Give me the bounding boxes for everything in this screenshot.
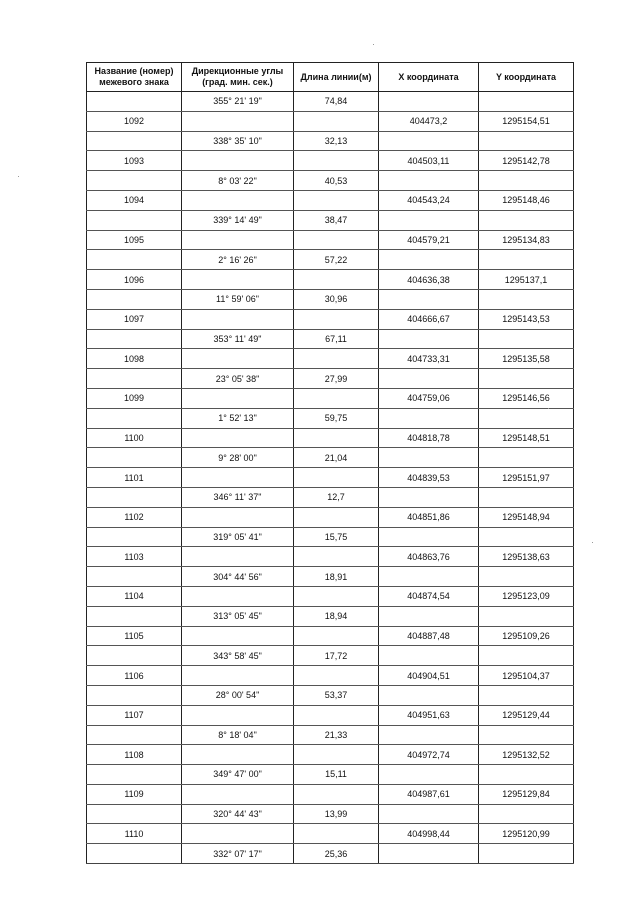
cell-length: 21,04 bbox=[294, 448, 379, 468]
cell-x bbox=[379, 92, 479, 112]
cell-angle bbox=[182, 190, 294, 210]
cell-length bbox=[294, 190, 379, 210]
cell-y: 1295138,63 bbox=[479, 547, 574, 567]
table-row bbox=[87, 250, 574, 270]
cell-name: 1102 bbox=[87, 507, 182, 527]
cell-length bbox=[294, 270, 379, 290]
cell-x bbox=[379, 725, 479, 745]
table-row bbox=[87, 309, 574, 329]
cell-y: 1295132,52 bbox=[479, 745, 574, 765]
cell-y: 1295134,83 bbox=[479, 230, 574, 250]
header-y: Y координата bbox=[479, 63, 574, 92]
cell-name bbox=[87, 606, 182, 626]
table-row bbox=[87, 626, 574, 646]
cell-length: 13,99 bbox=[294, 804, 379, 824]
scan-speck bbox=[548, 408, 549, 409]
cell-name: 1103 bbox=[87, 547, 182, 567]
cell-angle: 313° 05' 45" bbox=[182, 606, 294, 626]
table-row bbox=[87, 567, 574, 587]
cell-y bbox=[479, 725, 574, 745]
cell-angle: 332° 07' 17" bbox=[182, 844, 294, 864]
cell-name: 1095 bbox=[87, 230, 182, 250]
cell-x bbox=[379, 250, 479, 270]
cell-angle bbox=[182, 428, 294, 448]
table-row bbox=[87, 685, 574, 705]
table-row bbox=[87, 844, 574, 864]
cell-angle: 355° 21' 19" bbox=[182, 92, 294, 112]
cell-length: 12,7 bbox=[294, 487, 379, 507]
cell-name: 1108 bbox=[87, 745, 182, 765]
table-row bbox=[87, 804, 574, 824]
cell-x bbox=[379, 487, 479, 507]
cell-angle bbox=[182, 270, 294, 290]
cell-name: 1096 bbox=[87, 270, 182, 290]
table-body bbox=[87, 92, 574, 864]
scan-speck bbox=[373, 44, 374, 45]
cell-y: 1295151,97 bbox=[479, 468, 574, 488]
cell-angle: 1° 52' 13" bbox=[182, 408, 294, 428]
cell-x bbox=[379, 765, 479, 785]
cell-y: 1295148,94 bbox=[479, 507, 574, 527]
cell-name: 1109 bbox=[87, 784, 182, 804]
boundary-coordinates-table bbox=[86, 62, 574, 864]
cell-name bbox=[87, 131, 182, 151]
table-row bbox=[87, 111, 574, 131]
table-row bbox=[87, 369, 574, 389]
cell-y bbox=[479, 250, 574, 270]
cell-name bbox=[87, 646, 182, 666]
table-row bbox=[87, 765, 574, 785]
cell-y bbox=[479, 289, 574, 309]
cell-angle: 349° 47' 00" bbox=[182, 765, 294, 785]
cell-y: 1295148,51 bbox=[479, 428, 574, 448]
table-row bbox=[87, 586, 574, 606]
cell-angle: 28° 00' 54" bbox=[182, 685, 294, 705]
cell-name: 1099 bbox=[87, 388, 182, 408]
table-header-row bbox=[87, 63, 574, 92]
cell-length bbox=[294, 468, 379, 488]
cell-angle bbox=[182, 745, 294, 765]
cell-length: 40,53 bbox=[294, 171, 379, 191]
table-row bbox=[87, 349, 574, 369]
cell-y bbox=[479, 329, 574, 349]
cell-length: 18,91 bbox=[294, 567, 379, 587]
cell-angle bbox=[182, 547, 294, 567]
cell-x: 404636,38 bbox=[379, 270, 479, 290]
cell-angle: 8° 18' 04" bbox=[182, 725, 294, 745]
cell-name: 1097 bbox=[87, 309, 182, 329]
cell-name bbox=[87, 487, 182, 507]
cell-angle bbox=[182, 626, 294, 646]
cell-x bbox=[379, 289, 479, 309]
cell-y bbox=[479, 171, 574, 191]
cell-length: 25,36 bbox=[294, 844, 379, 864]
cell-y: 1295129,44 bbox=[479, 705, 574, 725]
cell-x: 404998,44 bbox=[379, 824, 479, 844]
cell-y: 1295104,37 bbox=[479, 666, 574, 686]
cell-length: 17,72 bbox=[294, 646, 379, 666]
table-row bbox=[87, 270, 574, 290]
cell-length: 18,94 bbox=[294, 606, 379, 626]
table-row bbox=[87, 151, 574, 171]
cell-length: 30,96 bbox=[294, 289, 379, 309]
table-row bbox=[87, 171, 574, 191]
cell-angle: 8° 03' 22" bbox=[182, 171, 294, 191]
cell-angle: 338° 35' 10" bbox=[182, 131, 294, 151]
cell-name bbox=[87, 250, 182, 270]
cell-angle: 9° 28' 00" bbox=[182, 448, 294, 468]
cell-y bbox=[479, 448, 574, 468]
cell-x bbox=[379, 369, 479, 389]
cell-y: 1295137,1 bbox=[479, 270, 574, 290]
cell-y: 1295142,78 bbox=[479, 151, 574, 171]
cell-length bbox=[294, 507, 379, 527]
table-row bbox=[87, 289, 574, 309]
cell-angle bbox=[182, 824, 294, 844]
cell-angle bbox=[182, 388, 294, 408]
cell-y: 1295109,26 bbox=[479, 626, 574, 646]
cell-name bbox=[87, 92, 182, 112]
cell-name: 1105 bbox=[87, 626, 182, 646]
table-row bbox=[87, 527, 574, 547]
scan-speck bbox=[18, 176, 19, 177]
cell-angle: 2° 16' 26" bbox=[182, 250, 294, 270]
cell-length: 32,13 bbox=[294, 131, 379, 151]
cell-x: 404503,11 bbox=[379, 151, 479, 171]
table-row bbox=[87, 190, 574, 210]
cell-y bbox=[479, 765, 574, 785]
cell-angle: 23° 05' 38" bbox=[182, 369, 294, 389]
cell-y bbox=[479, 567, 574, 587]
cell-y: 1295143,53 bbox=[479, 309, 574, 329]
cell-x: 404759,06 bbox=[379, 388, 479, 408]
cell-name: 1101 bbox=[87, 468, 182, 488]
cell-name bbox=[87, 567, 182, 587]
cell-y bbox=[479, 606, 574, 626]
cell-x bbox=[379, 131, 479, 151]
header-angle: Дирекционные углы (град. мин. сек.) bbox=[182, 63, 294, 92]
cell-angle bbox=[182, 309, 294, 329]
cell-x bbox=[379, 685, 479, 705]
cell-angle: 339° 14' 49" bbox=[182, 210, 294, 230]
header-x: X координата bbox=[379, 63, 479, 92]
cell-length bbox=[294, 626, 379, 646]
cell-length: 15,75 bbox=[294, 527, 379, 547]
cell-length bbox=[294, 428, 379, 448]
cell-y bbox=[479, 527, 574, 547]
cell-name bbox=[87, 804, 182, 824]
table-row bbox=[87, 487, 574, 507]
cell-y bbox=[479, 408, 574, 428]
cell-angle bbox=[182, 666, 294, 686]
cell-name bbox=[87, 448, 182, 468]
cell-y bbox=[479, 92, 574, 112]
cell-name bbox=[87, 685, 182, 705]
cell-x: 404851,86 bbox=[379, 507, 479, 527]
cell-length bbox=[294, 824, 379, 844]
cell-name: 1100 bbox=[87, 428, 182, 448]
cell-angle bbox=[182, 111, 294, 131]
cell-x bbox=[379, 408, 479, 428]
table-row bbox=[87, 606, 574, 626]
cell-angle bbox=[182, 349, 294, 369]
cell-y bbox=[479, 369, 574, 389]
cell-name: 1106 bbox=[87, 666, 182, 686]
cell-x: 404839,53 bbox=[379, 468, 479, 488]
cell-name: 1093 bbox=[87, 151, 182, 171]
cell-name: 1104 bbox=[87, 586, 182, 606]
cell-length: 57,22 bbox=[294, 250, 379, 270]
cell-angle: 11° 59' 06" bbox=[182, 289, 294, 309]
table-row bbox=[87, 329, 574, 349]
cell-x: 404972,74 bbox=[379, 745, 479, 765]
cell-angle: 353° 11' 49" bbox=[182, 329, 294, 349]
cell-name: 1092 bbox=[87, 111, 182, 131]
table-row bbox=[87, 210, 574, 230]
table-row bbox=[87, 547, 574, 567]
cell-name bbox=[87, 765, 182, 785]
table-row bbox=[87, 428, 574, 448]
cell-length bbox=[294, 309, 379, 329]
cell-y: 1295154,51 bbox=[479, 111, 574, 131]
cell-x: 404874,54 bbox=[379, 586, 479, 606]
cell-length bbox=[294, 547, 379, 567]
cell-name bbox=[87, 171, 182, 191]
cell-name bbox=[87, 329, 182, 349]
cell-angle bbox=[182, 784, 294, 804]
cell-name bbox=[87, 725, 182, 745]
cell-length bbox=[294, 586, 379, 606]
cell-length bbox=[294, 349, 379, 369]
header-name: Название (номер) межевого знака bbox=[87, 63, 182, 92]
cell-name bbox=[87, 844, 182, 864]
cell-angle bbox=[182, 230, 294, 250]
table-row bbox=[87, 646, 574, 666]
cell-angle: 320° 44' 43" bbox=[182, 804, 294, 824]
cell-name: 1107 bbox=[87, 705, 182, 725]
cell-y bbox=[479, 131, 574, 151]
cell-name bbox=[87, 210, 182, 230]
cell-length bbox=[294, 705, 379, 725]
cell-y bbox=[479, 487, 574, 507]
cell-y bbox=[479, 210, 574, 230]
cell-length bbox=[294, 745, 379, 765]
bottom-rule bbox=[86, 863, 573, 864]
cell-length bbox=[294, 111, 379, 131]
cell-length bbox=[294, 151, 379, 171]
cell-length bbox=[294, 784, 379, 804]
cell-x bbox=[379, 527, 479, 547]
cell-y: 1295135,58 bbox=[479, 349, 574, 369]
table-row bbox=[87, 705, 574, 725]
cell-name bbox=[87, 527, 182, 547]
cell-x: 404666,67 bbox=[379, 309, 479, 329]
cell-angle bbox=[182, 468, 294, 488]
cell-y: 1295129,84 bbox=[479, 784, 574, 804]
cell-length: 59,75 bbox=[294, 408, 379, 428]
table-row bbox=[87, 230, 574, 250]
cell-name: 1110 bbox=[87, 824, 182, 844]
cell-x bbox=[379, 804, 479, 824]
cell-y bbox=[479, 804, 574, 824]
cell-x: 404887,48 bbox=[379, 626, 479, 646]
cell-name bbox=[87, 369, 182, 389]
cell-name bbox=[87, 408, 182, 428]
cell-angle: 319° 05' 41" bbox=[182, 527, 294, 547]
cell-x: 404473,2 bbox=[379, 111, 479, 131]
table-row bbox=[87, 745, 574, 765]
table-row bbox=[87, 784, 574, 804]
cell-length: 67,11 bbox=[294, 329, 379, 349]
cell-angle: 346° 11' 37" bbox=[182, 487, 294, 507]
cell-name: 1094 bbox=[87, 190, 182, 210]
cell-length: 15,11 bbox=[294, 765, 379, 785]
cell-x bbox=[379, 606, 479, 626]
cell-y: 1295148,46 bbox=[479, 190, 574, 210]
cell-y: 1295120,99 bbox=[479, 824, 574, 844]
header-length: Длина линии(м) bbox=[294, 63, 379, 92]
cell-angle bbox=[182, 151, 294, 171]
cell-x: 404904,51 bbox=[379, 666, 479, 686]
cell-x: 404818,78 bbox=[379, 428, 479, 448]
cell-x bbox=[379, 210, 479, 230]
cell-length bbox=[294, 388, 379, 408]
table-row bbox=[87, 666, 574, 686]
cell-length: 27,99 bbox=[294, 369, 379, 389]
cell-x bbox=[379, 567, 479, 587]
scan-speck bbox=[592, 542, 593, 543]
cell-name bbox=[87, 289, 182, 309]
cell-angle bbox=[182, 705, 294, 725]
cell-x bbox=[379, 171, 479, 191]
table-row bbox=[87, 388, 574, 408]
cell-y bbox=[479, 646, 574, 666]
cell-length bbox=[294, 230, 379, 250]
cell-name: 1098 bbox=[87, 349, 182, 369]
cell-x: 404733,31 bbox=[379, 349, 479, 369]
cell-length: 21,33 bbox=[294, 725, 379, 745]
cell-length: 74,84 bbox=[294, 92, 379, 112]
cell-length: 38,47 bbox=[294, 210, 379, 230]
table-row bbox=[87, 824, 574, 844]
cell-x bbox=[379, 448, 479, 468]
table-row bbox=[87, 725, 574, 745]
cell-length: 53,37 bbox=[294, 685, 379, 705]
table-row bbox=[87, 448, 574, 468]
table-row bbox=[87, 468, 574, 488]
cell-angle: 304° 44' 56" bbox=[182, 567, 294, 587]
cell-x bbox=[379, 844, 479, 864]
cell-angle bbox=[182, 586, 294, 606]
cell-x bbox=[379, 329, 479, 349]
table-row bbox=[87, 92, 574, 112]
cell-x: 404951,63 bbox=[379, 705, 479, 725]
cell-y: 1295123,09 bbox=[479, 586, 574, 606]
cell-x: 404579,21 bbox=[379, 230, 479, 250]
cell-angle bbox=[182, 507, 294, 527]
cell-length bbox=[294, 666, 379, 686]
cell-x: 404543,24 bbox=[379, 190, 479, 210]
table-row bbox=[87, 131, 574, 151]
cell-x bbox=[379, 646, 479, 666]
cell-y: 1295146,56 bbox=[479, 388, 574, 408]
table-row bbox=[87, 507, 574, 527]
cell-y bbox=[479, 844, 574, 864]
cell-y bbox=[479, 685, 574, 705]
table-row bbox=[87, 408, 574, 428]
cell-x: 404987,61 bbox=[379, 784, 479, 804]
cell-x: 404863,76 bbox=[379, 547, 479, 567]
cell-angle: 343° 58' 45" bbox=[182, 646, 294, 666]
